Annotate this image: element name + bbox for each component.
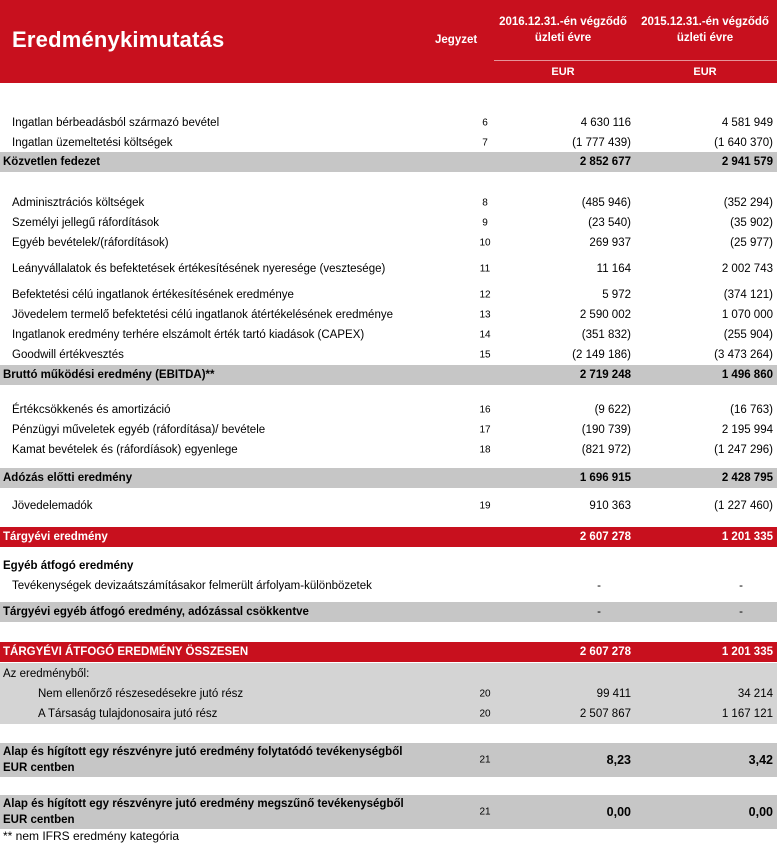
line-item-label: Adminisztrációs költségek — [12, 197, 145, 209]
column-header-2016-line2: üzleti évre — [534, 32, 592, 44]
note-ref: 11 — [479, 263, 491, 275]
line-item-label: Kamat bevételek és (ráfordíások) egyenlege — [12, 444, 238, 456]
subtotal-label: Adózás előtti eredmény — [3, 472, 133, 484]
value-2015: 2 941 579 — [721, 156, 773, 168]
value-2016: 2 607 278 — [579, 531, 631, 543]
line-item-row — [0, 440, 777, 460]
value-2016: 2 607 278 — [579, 646, 631, 658]
note-ref: 15 — [479, 349, 491, 360]
section-heading: Egyéb átfogó eredmény — [3, 560, 134, 572]
section-heading-row — [0, 556, 777, 576]
value-2015: 3,42 — [748, 753, 773, 767]
net-result-label: Tárgyévi eredmény — [3, 531, 108, 543]
value-2016: (351 832) — [581, 329, 631, 341]
note-ref: 21 — [479, 754, 491, 766]
value-2015: (1 227 460) — [714, 500, 773, 512]
note-ref: 19 — [479, 500, 491, 512]
value-2015: 1 496 860 — [721, 369, 773, 381]
line-item-label: Ingatlan üzemeltetési költségek — [12, 136, 173, 149]
note-ref: 21 — [479, 806, 491, 818]
value-2016: 2 852 677 — [579, 156, 631, 168]
value-2015: (1 247 296) — [714, 444, 773, 456]
line-item-row — [0, 113, 777, 133]
line-item-label: Goodwill értékvesztés — [12, 348, 124, 361]
value-2016: 910 363 — [589, 500, 631, 512]
line-item-row — [0, 285, 777, 305]
value-2016: 11 164 — [596, 263, 631, 275]
value-2015: 4 581 949 — [721, 117, 773, 129]
line-item-row — [0, 325, 777, 345]
value-2016: 2 719 248 — [579, 369, 631, 381]
value-2015: (352 294) — [723, 197, 773, 209]
column-header-2016-line1: 2016.12.31.-én végződő — [499, 16, 627, 28]
value-2015: 2 428 795 — [721, 472, 773, 484]
value-2016: (821 972) — [581, 444, 631, 456]
value-2015: 2 195 994 — [721, 424, 773, 436]
line-item-label: Befektetési célú ingatlanok értékesítésének eredménye — [12, 289, 294, 301]
line-item-label: Ingatlanok eredmény terhére elszámolt érték tartó kiadások (CAPEX) — [12, 329, 365, 341]
line-item-row — [0, 256, 777, 282]
value-2016: 2 590 002 — [579, 309, 631, 321]
total-comprehensive-label: TÁRGYÉVI ÁTFOGÓ EREDMÉNY ÖSSZESEN — [3, 646, 249, 658]
line-item-row — [0, 400, 777, 420]
line-item-row — [0, 133, 777, 152]
subtotal-label: Bruttó működési eredmény (EBITDA)** — [3, 369, 215, 381]
note-ref: 10 — [479, 237, 491, 249]
value-2015: (25 977) — [730, 237, 773, 249]
value-2016: (485 946) — [581, 197, 631, 209]
total-comprehensive-row — [0, 642, 777, 662]
value-2016: (190 739) — [581, 424, 631, 436]
eps-continuing-label: Alap és hígított egy részvényre jutó eredmény folytatódó tevékenységből EUR centben — [3, 746, 403, 774]
value-2016: 5 972 — [602, 289, 631, 301]
subtotal-row — [0, 468, 777, 488]
note-ref: 9 — [482, 217, 488, 229]
value-2015: 0,00 — [748, 805, 773, 819]
note-ref: 13 — [479, 309, 491, 321]
attribution-heading-row — [0, 663, 777, 684]
column-header-2015-line1: 2015.12.31.-én végződő — [641, 16, 769, 28]
eps-discontinued-row — [0, 795, 777, 829]
note-ref: 7 — [482, 137, 488, 148]
value-2016: 1 696 915 — [579, 472, 631, 484]
line-item-row — [0, 496, 777, 516]
value-2015: (35 902) — [730, 217, 773, 229]
value-2016: 99 411 — [596, 688, 631, 700]
column-header-2016 — [494, 14, 632, 46]
column-header-2015-line2: üzleti évre — [676, 32, 734, 44]
value-2016: 269 937 — [589, 237, 631, 249]
value-2015: (16 763) — [730, 404, 773, 416]
note-ref: 6 — [482, 117, 488, 129]
note-column-header: Jegyzet — [435, 34, 478, 46]
line-item-label: Leányvállalatok és befektetések értékesítésének nyeresége (vesztesége) — [12, 263, 386, 275]
value-2016: 4 630 116 — [580, 117, 631, 129]
line-item-label: Értékcsökkenés és amortizáció — [12, 404, 171, 416]
attribution-label: Nem ellenőrző részesedésekre jutó rész — [38, 688, 244, 700]
line-item-label: Jövedelem termelő befektetési célú ingatlanok átértékelésének eredménye — [12, 309, 393, 321]
value-2015: 34 214 — [737, 688, 773, 700]
line-item-row — [0, 305, 777, 325]
line-item-label: Pénzügyi műveletek egyéb (ráfordítása)/ bevétele — [12, 424, 266, 436]
currency-2015: EUR — [693, 66, 717, 78]
subtotal-label: Közvetlen fedezet — [3, 156, 101, 168]
header-divider — [494, 60, 777, 61]
note-ref: 17 — [479, 424, 491, 436]
value-2015: - — [739, 580, 743, 592]
value-2015: (255 904) — [723, 329, 773, 341]
line-item-label: Tevékenységek devizaátszámításakor felmerült árfolyam-különbözetek — [12, 580, 372, 592]
column-header-2015 — [636, 14, 774, 46]
note-ref: 8 — [482, 197, 488, 209]
value-2015: (3 473 264) — [714, 348, 773, 361]
eps-continuing-row — [0, 743, 777, 777]
line-item-row — [0, 345, 777, 364]
statement-title: Eredménykimutatás — [12, 27, 225, 52]
value-2016: (9 622) — [594, 404, 631, 416]
line-item-row — [0, 233, 777, 253]
statement-header — [0, 0, 777, 83]
value-2015: 1 201 335 — [721, 646, 773, 658]
line-item-label: Egyéb bevételek/(ráfordítások) — [12, 237, 169, 249]
value-2016: 8,23 — [606, 753, 631, 767]
value-2016: - — [597, 580, 601, 592]
note-ref: 18 — [479, 444, 491, 456]
note-ref: 14 — [479, 329, 491, 341]
value-2016: (2 149 186) — [572, 348, 631, 361]
line-item-row — [0, 213, 777, 233]
attribution-row — [0, 684, 777, 704]
value-2016: 2 507 867 — [579, 708, 631, 720]
footnote: ** nem IFRS eredmény kategória — [3, 829, 180, 843]
currency-2016: EUR — [551, 66, 575, 78]
subtotal-row — [0, 152, 777, 172]
value-2015: (1 640 370) — [714, 136, 773, 149]
attribution-heading: Az eredményből: — [3, 667, 90, 680]
value-2016: 0,00 — [606, 805, 631, 819]
line-item-label: Személyi jellegű ráfordítások — [12, 217, 160, 229]
value-2015: 1 167 121 — [721, 708, 773, 720]
note-ref: 20 — [479, 708, 491, 720]
value-2016: (23 540) — [588, 217, 631, 229]
eps-discontinued-label: Alap és hígított egy részvényre jutó eredmény megszűnő tevékenységből EUR centben — [3, 798, 404, 826]
note-ref: 20 — [479, 688, 491, 700]
value-2016: - — [597, 606, 601, 618]
subtotal-row — [0, 602, 777, 622]
value-2015: 1 201 335 — [721, 531, 773, 543]
value-2015: 2 002 743 — [721, 263, 773, 275]
value-2015: (374 121) — [723, 289, 773, 301]
line-item-label: Jövedelemadók — [12, 500, 93, 512]
line-item-row — [0, 193, 777, 213]
note-ref: 12 — [479, 289, 491, 301]
net-result-row — [0, 527, 777, 547]
attribution-label: A Társaság tulajdonosaira jutó rész — [38, 708, 218, 720]
line-item-row — [0, 576, 777, 596]
value-2015: 1 070 000 — [721, 309, 773, 321]
attribution-row — [0, 704, 777, 724]
note-ref: 16 — [479, 404, 491, 416]
value-2016: (1 777 439) — [572, 136, 631, 149]
line-item-label: Ingatlan bérbeadásból származó bevétel — [12, 117, 220, 129]
subtotal-row — [0, 365, 777, 385]
line-item-row — [0, 420, 777, 440]
subtotal-label: Tárgyévi egyéb átfogó eredmény, adózással csökkentve — [3, 606, 309, 618]
value-2015: - — [739, 606, 743, 618]
